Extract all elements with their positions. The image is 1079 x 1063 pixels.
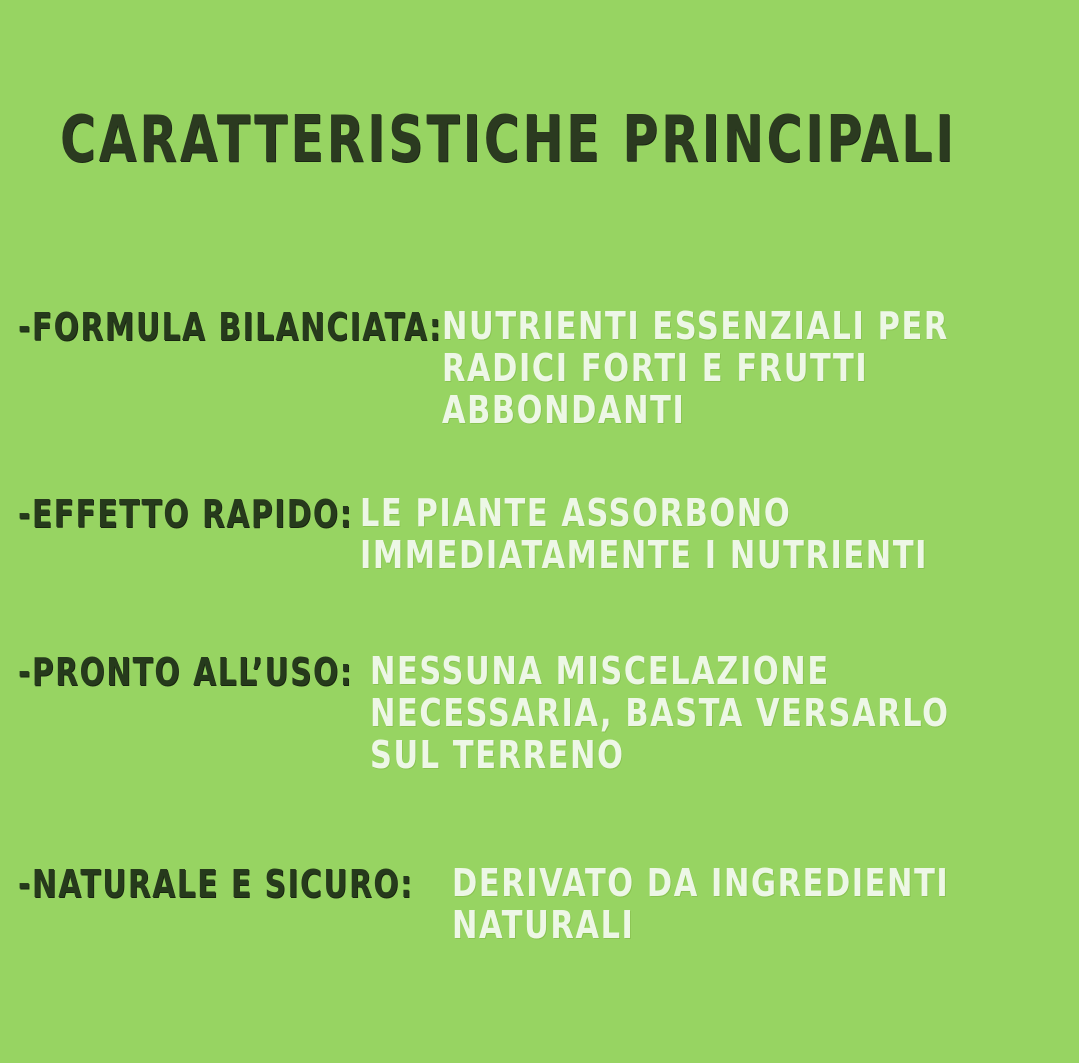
feature-description bbox=[370, 650, 950, 776]
feature-description-line: DERIVATO DA INGREDIENTI bbox=[452, 861, 950, 905]
page-title: CARATTERISTICHE PRINCIPALI bbox=[60, 103, 957, 177]
feature-description-line: IMMEDIATAMENTE I NUTRIENTI bbox=[360, 533, 929, 577]
feature-description-line: SUL TERRENO bbox=[370, 733, 625, 777]
feature-label: -EFFETTO RAPIDO: bbox=[18, 492, 354, 536]
feature-description-line: NECESSARIA, BASTA VERSARLO bbox=[370, 691, 950, 735]
feature-description-line: ABBONDANTI bbox=[442, 388, 686, 432]
feature-description-line: LE PIANTE ASSORBONO bbox=[360, 491, 792, 535]
feature-label: -NATURALE E SICURO: bbox=[18, 862, 414, 906]
feature-description bbox=[442, 305, 949, 431]
feature-description-line: NUTRIENTI ESSENZIALI PER bbox=[442, 304, 949, 348]
feature-description bbox=[452, 862, 949, 946]
feature-label: -FORMULA BILANCIATA: bbox=[18, 305, 443, 349]
feature-description-line: NATURALI bbox=[452, 903, 635, 947]
feature-label: -PRONTO ALL’USO: bbox=[18, 650, 354, 694]
feature-description-line: NESSUNA MISCELAZIONE bbox=[370, 649, 830, 693]
feature-description-line: RADICI FORTI E FRUTTI bbox=[442, 346, 869, 390]
feature-description bbox=[360, 492, 928, 576]
